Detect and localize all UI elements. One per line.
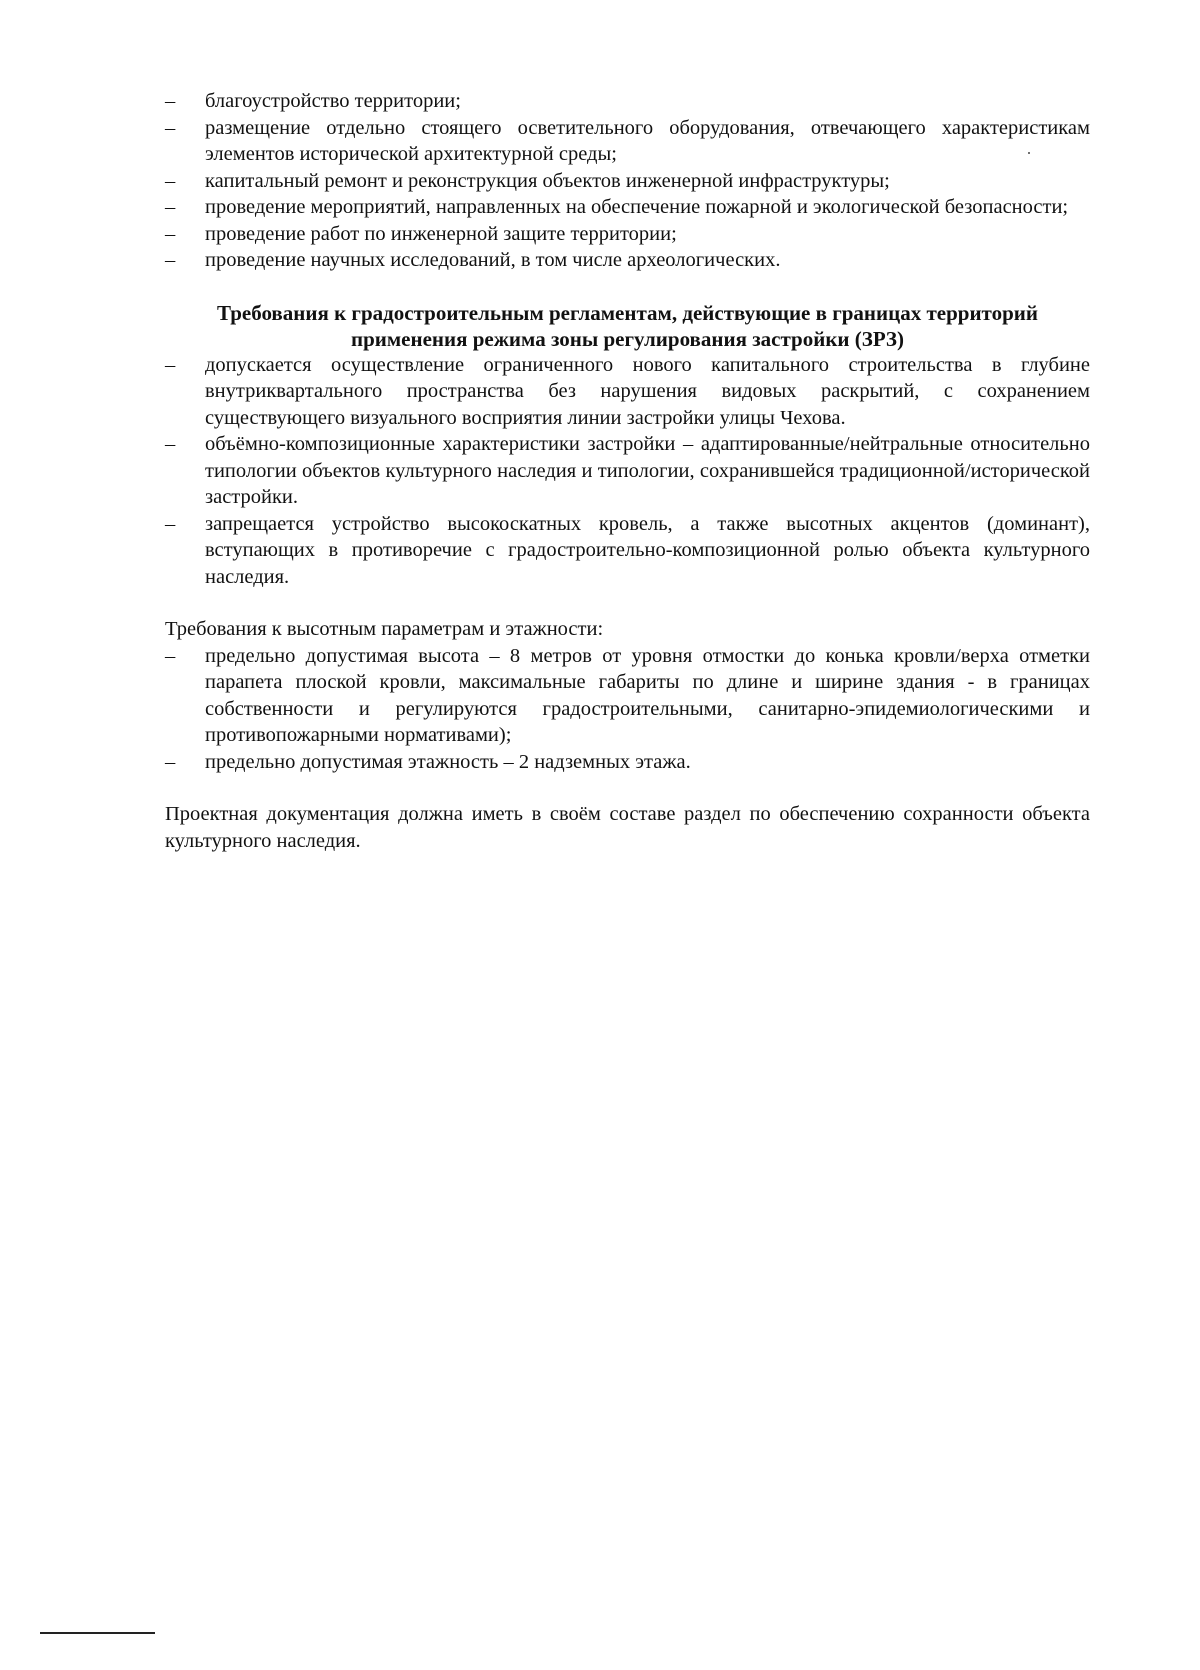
list-item-text: капитальный ремонт и реконструкция объектов инженерной инфраструктуры; (205, 169, 890, 192)
dash-bullet: – (165, 196, 176, 218)
height-requirements-list (165, 643, 1090, 776)
section-heading: Требования к градостроительным регламентам, действующие в границах территорий применения режима зоны регулирования застройки (ЗРЗ) (217, 300, 1038, 351)
list-item-text: предельно допустимая высота – 8 метров от уровня отмостки до конька кровли/верха отметки парапета плоской кровли, максимальные габариты по длине и ширине здания - в границах собственности и регулируются градостроительными, санитарно-эпидемиологическими и противопожарными нормативами); (205, 644, 1090, 746)
dash-bullet: – (165, 169, 176, 192)
dash-bullet: – (165, 644, 176, 667)
list-item-text: допускается осуществление ограниченного нового капитального строительства в глубине внутриквартального пространства без нарушения видовых раскрытий, с сохранением существующего визуального восприятия линии застройки улицы Чехова. (205, 353, 1090, 429)
list-item (165, 643, 1090, 749)
document-body (165, 88, 1090, 854)
dash-bullet: – (165, 750, 176, 773)
list-item-text: проведение научных исследований, в том числе археологических. (205, 249, 781, 271)
list-item (165, 511, 1090, 591)
list-item (165, 749, 1090, 776)
list-item (165, 88, 1090, 115)
list-item (165, 168, 1090, 195)
list-item-text: проведение работ по инженерной защите территории; (205, 222, 677, 245)
list-item-text: благоустройство территории; (205, 90, 461, 112)
zrz-requirements-list (165, 352, 1090, 591)
list-item-text: размещение отдельно стоящего осветительного оборудования, отвечающего характеристикам элементов исторической архитектурной среды; (205, 116, 1090, 165)
closing-paragraph: Проектная документация должна иметь в своём составе раздел по обеспечению сохранности объекта культурного наследия. (165, 803, 1090, 852)
scan-speck (1028, 152, 1030, 154)
list-item (165, 352, 1090, 432)
list-item (165, 221, 1090, 248)
footnote-rule (40, 1632, 155, 1634)
list-item (165, 431, 1090, 511)
list-item-text: объёмно-композиционные характеристики застройки – адаптированные/нейтральные относительно типологии объектов культурного наследия и типологии, сохранившейся традиционной/исторической застройки. (205, 433, 1090, 508)
dash-bullet: – (165, 512, 176, 535)
dash-bullet: – (165, 433, 176, 455)
dash-bullet: – (165, 116, 176, 139)
list-item-text: запрещается устройство высокоскатных кровель, а также высотных акцентов (доминант), вступающих в противоречие с градостроительно-композиционной ролью объекта культурного наследия. (205, 512, 1090, 588)
list-item (165, 194, 1090, 221)
list-item (165, 247, 1090, 274)
list-item-text: предельно допустимая этажность – 2 надземных этажа. (205, 750, 691, 773)
dash-bullet: – (165, 249, 176, 271)
list-item (165, 115, 1090, 168)
dash-bullet: – (165, 90, 176, 112)
permitted-works-list (165, 88, 1090, 274)
dash-bullet: – (165, 353, 176, 376)
dash-bullet: – (165, 222, 176, 245)
height-requirements-intro: Требования к высотным параметрам и этажности: (165, 618, 604, 640)
list-item-text: проведение мероприятий, направленных на обеспечение пожарной и экологической безопасности; (205, 196, 1069, 218)
